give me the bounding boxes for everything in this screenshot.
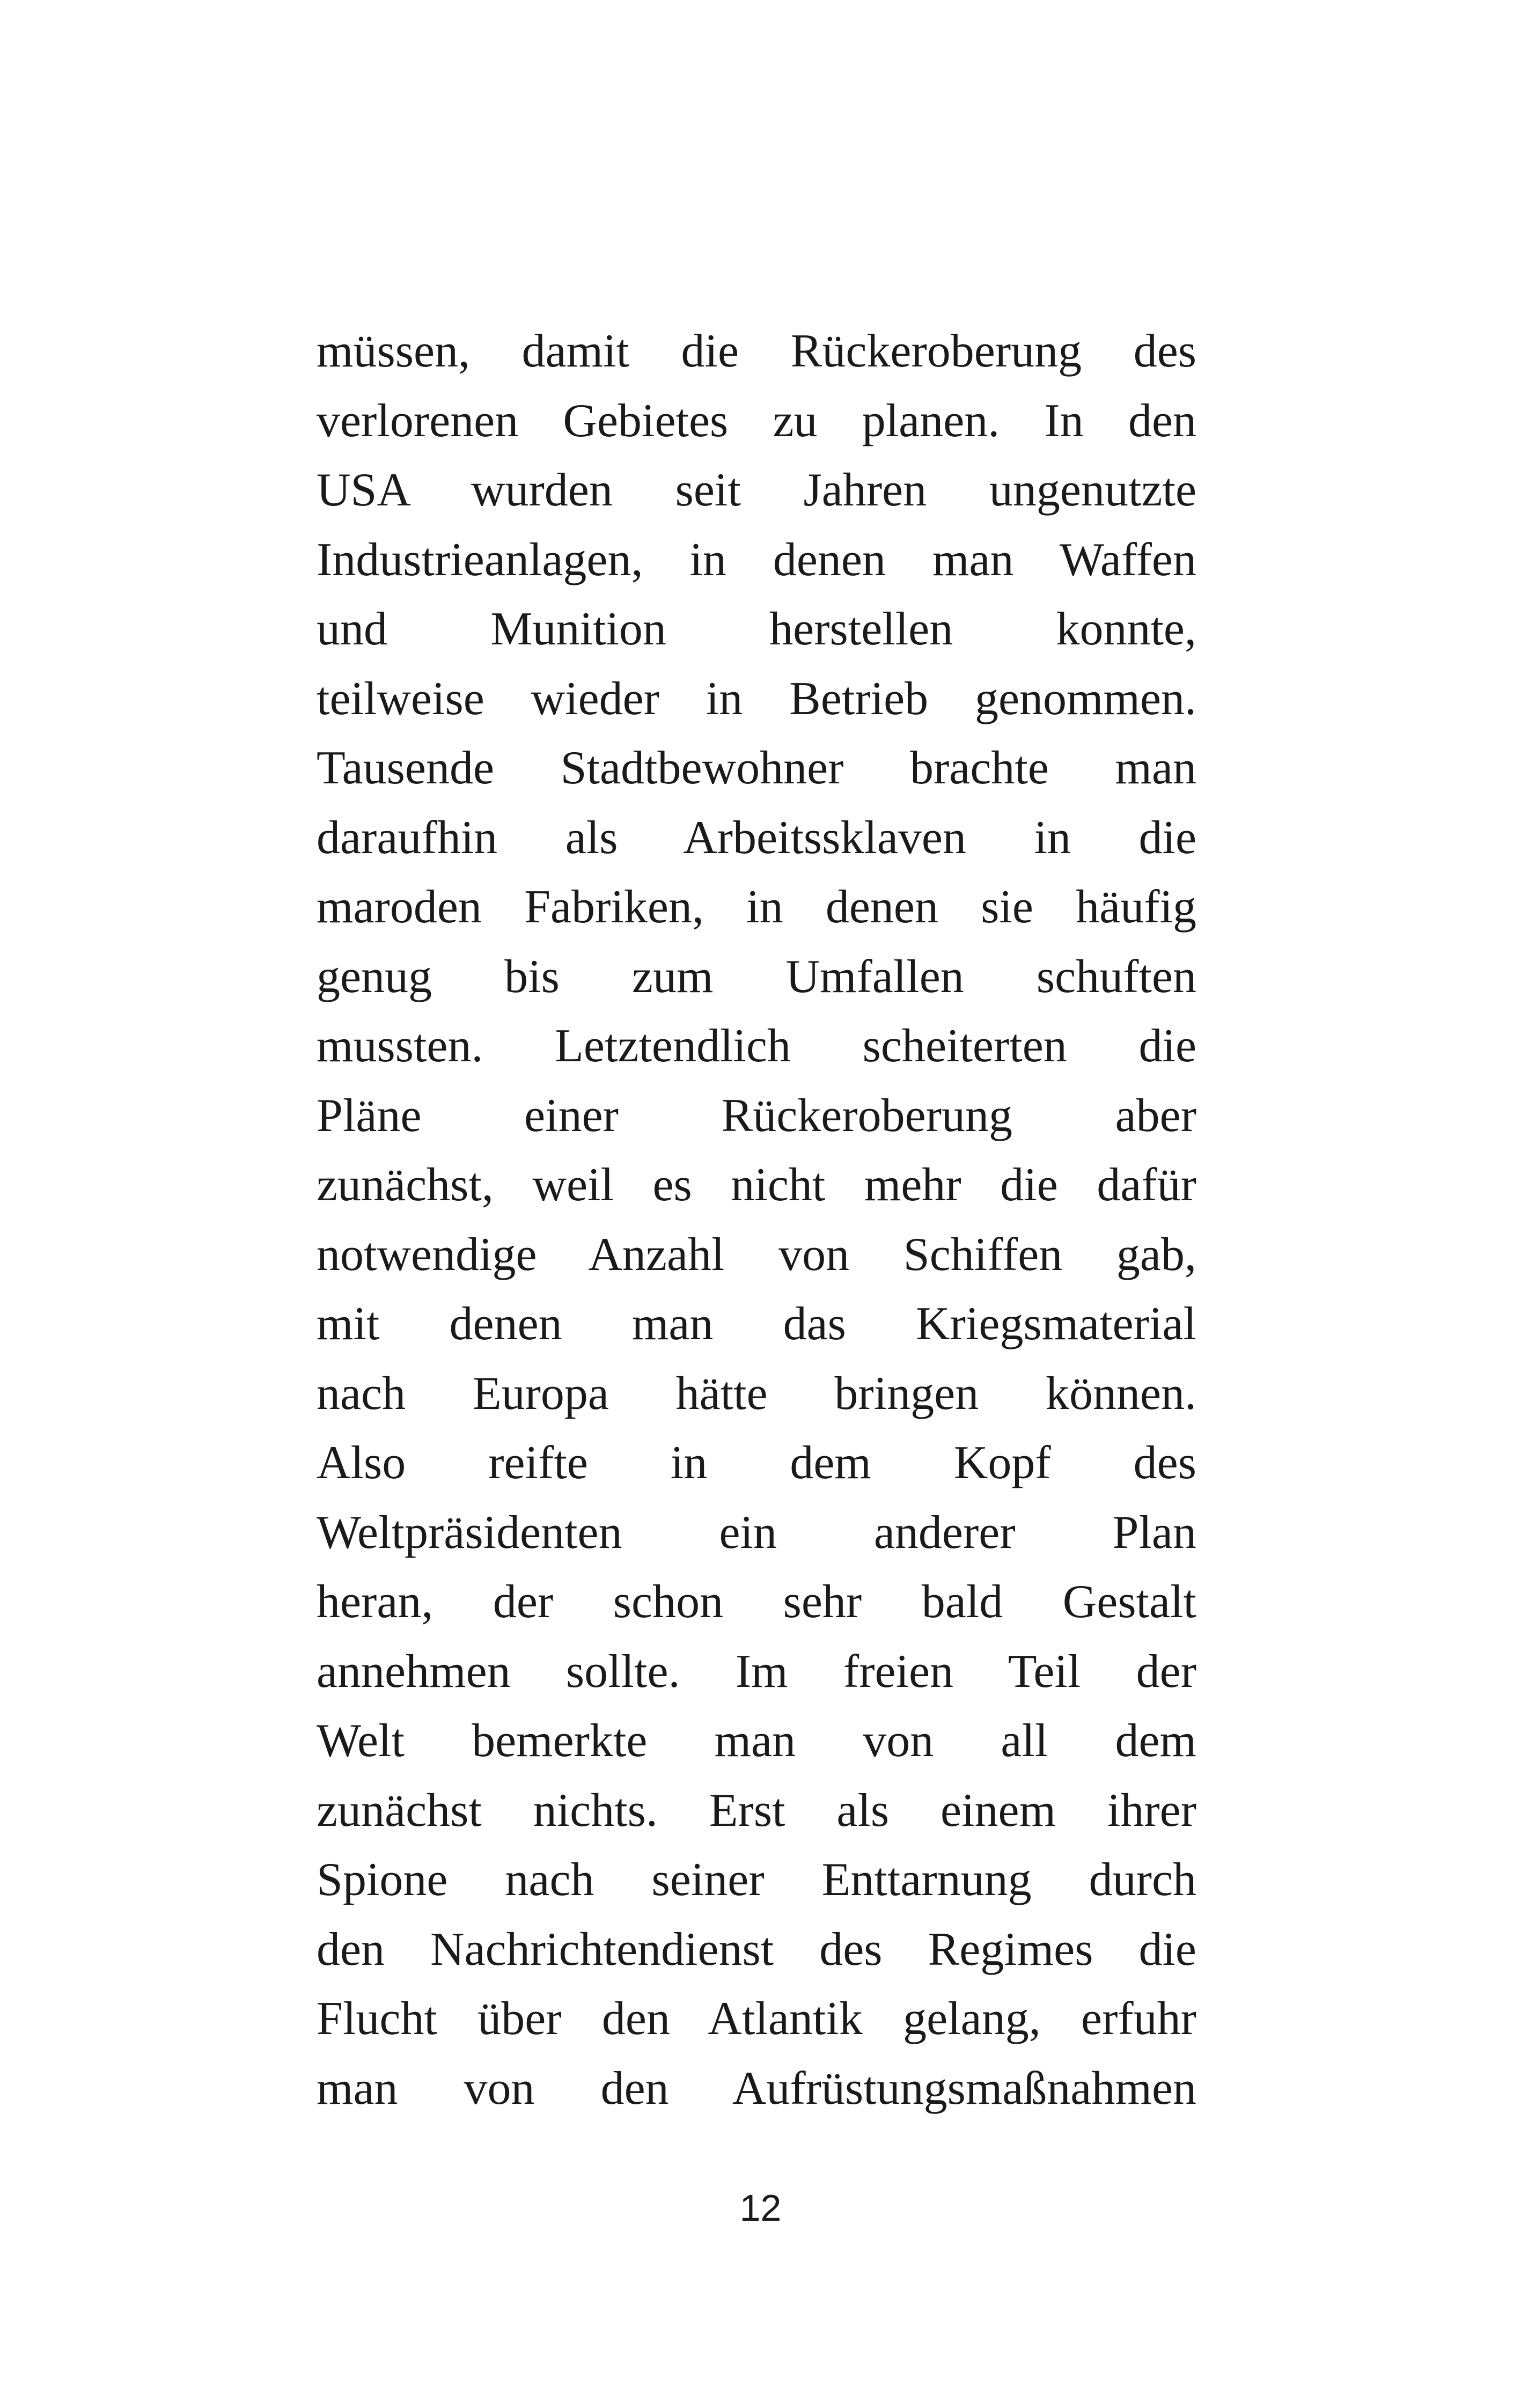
- text-line-8: daraufhin als Arbeitssklaven in die: [317, 811, 1196, 864]
- text-line-11: mussten. Letztendlich scheiterten die: [317, 1020, 1196, 1072]
- text-line-15: mit denen man das Kriegsmaterial: [317, 1298, 1196, 1350]
- text-line-6: teilweise wieder in Betrieb genommen.: [317, 672, 1196, 725]
- text-line-5: und Munition herstellen konnte,: [317, 603, 1196, 655]
- text-line-13: zunächst, weil es nicht mehr die dafür: [317, 1159, 1196, 1211]
- text-line-1: müssen, damit die Rückeroberung des: [317, 325, 1196, 377]
- text-line-7: Tausende Stadtbewohner brachte man: [317, 742, 1196, 794]
- text-line-23: Spione nach seiner Enttarnung durch: [317, 1854, 1196, 1906]
- text-line-18: Weltpräsidenten ein anderer Plan: [317, 1506, 1196, 1559]
- text-line-16: nach Europa hätte bringen können.: [317, 1367, 1196, 1420]
- page-number: 12: [739, 2187, 782, 2229]
- text-line-17: Also reifte in dem Kopf des: [317, 1437, 1196, 1489]
- text-line-24: den Nachrichtendienst des Regimes die: [317, 1923, 1196, 1976]
- text-line-21: Welt bemerkte man von all dem: [317, 1715, 1196, 1767]
- body-text: [317, 317, 1196, 2123]
- text-line-19: heran, der schon sehr bald Gestalt: [317, 1576, 1196, 1628]
- text-line-25: Flucht über den Atlantik gelang, erfuhr: [317, 1993, 1196, 2045]
- text-line-12: Pläne einer Rückeroberung aber: [317, 1089, 1196, 1142]
- text-line-9: maroden Fabriken, in denen sie häufig: [317, 881, 1196, 933]
- text-line-10: genug bis zum Umfallen schuften: [317, 950, 1196, 1003]
- text-line-4: Industrieanlagen, in denen man Waffen: [317, 533, 1196, 586]
- text-line-2: verlorenen Gebietes zu planen. In den: [317, 394, 1196, 447]
- text-line-14: notwendige Anzahl von Schiffen gab,: [317, 1228, 1196, 1281]
- text-line-3: USA wurden seit Jahren ungenutzte: [317, 464, 1196, 516]
- text-line-20: annehmen sollte. Im freien Teil der: [317, 1645, 1196, 1698]
- text-line-22: zunächst nichts. Erst als einem ihrer: [317, 1784, 1196, 1837]
- text-line-26: man von den Aufrüstungsmaßnahmen: [317, 2062, 1196, 2115]
